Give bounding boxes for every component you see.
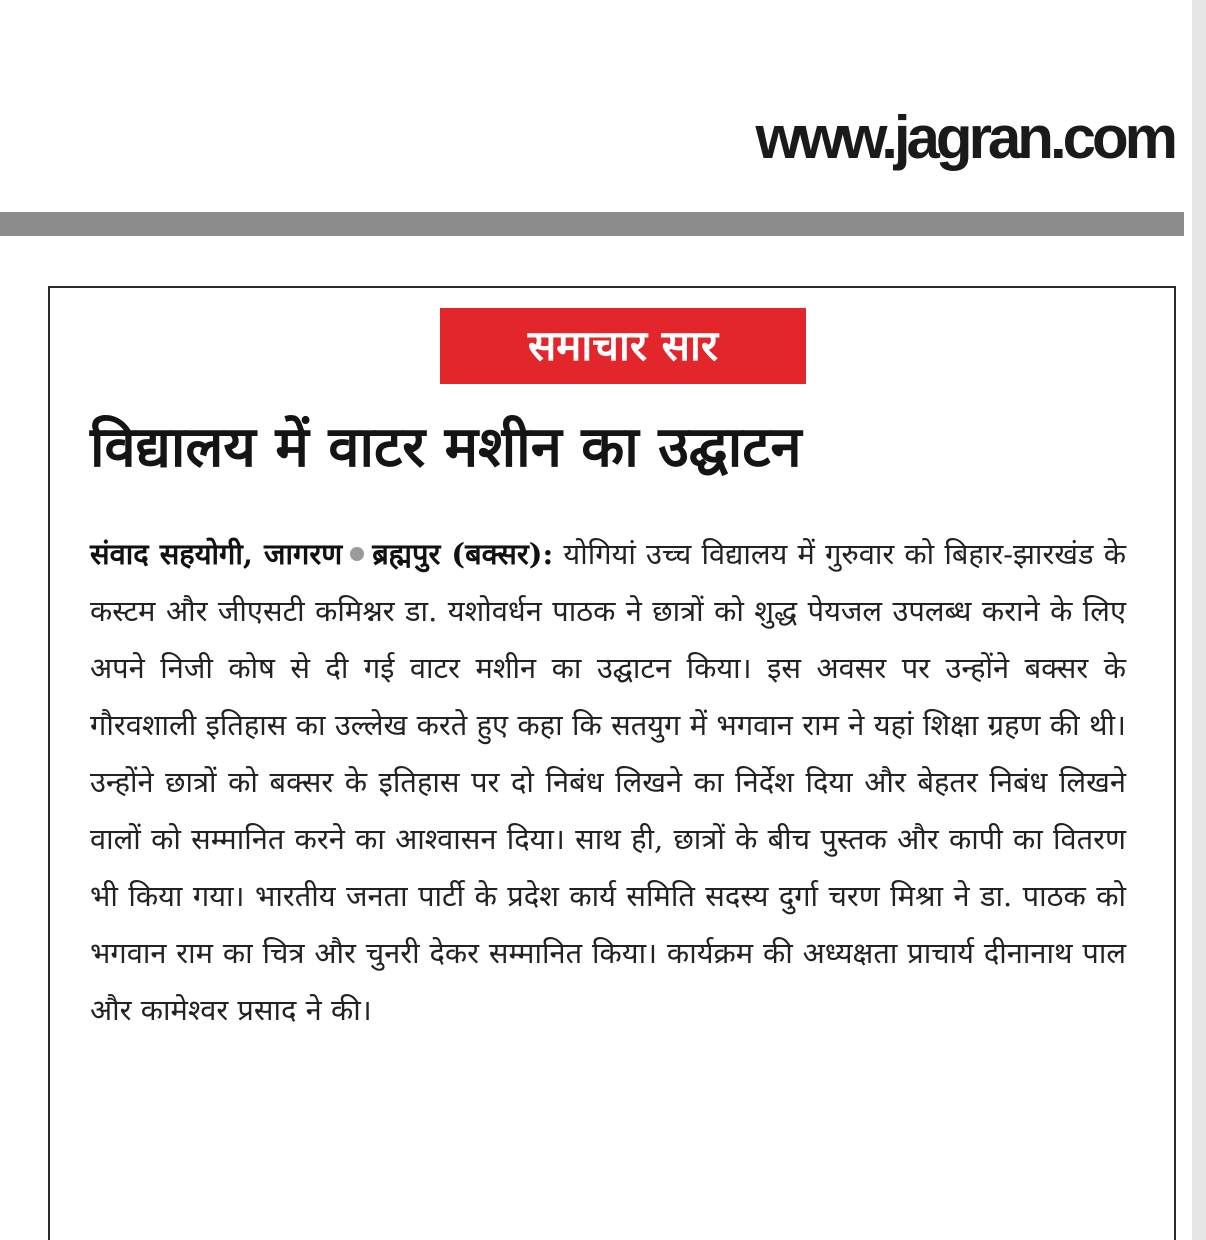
byline: संवाद सहयोगी, जागरण xyxy=(90,537,343,571)
bullet-dot-icon xyxy=(350,547,364,561)
dateline: ब्रह्मपुर (बक्सर): xyxy=(372,537,554,571)
article-body-text: योगियां उच्च विद्यालय में गुरुवार को बिहार-झारखंड के कस्टम और जीएसटी कमिश्नर डा. यशोवर्धन पाठक ने छात्रों को शुद्ध पेयजल उपलब्ध कराने के लिए अपने निजी कोष से दी गई वाटर मशीन का उद्घाटन किया। इस अवसर पर उन्होंने बक्सर के गौरवशाली इतिहास का उल्लेख करते हुए कहा कि सतयुग में भगवान राम ने यहां शिक्षा ग्रहण की थी। उन्होंने छात्रों को बक्सर के इतिहास पर दो निबंध लिखने का निर्देश दिया और बेहतर निबंध लिखने वालों को सम्मानित करने का आश्वासन दिया। साथ ही, छात्रों के बीच पुस्तक और कापी का वितरण भी किया गया। भारतीय जनता पार्टी के प्रदेश कार्य समिति सदस्य दुर्गा चरण मिश्रा ने डा. पाठक को भगवान राम का चित्र और चुनरी देकर सम्मानित किया। कार्यक्रम की अध्यक्षता प्राचार्य दीनानाथ पाल और कामेश्वर प्रसाद ने की। xyxy=(90,537,1126,1027)
article-box xyxy=(48,286,1176,1240)
article-headline: विद्यालय में वाटर मशीन का उद्घाटन xyxy=(90,415,802,480)
article-body xyxy=(90,526,1126,1039)
masthead-rule xyxy=(0,212,1184,236)
page-edge-strip xyxy=(1192,0,1206,1240)
website-url: www.jagran.com xyxy=(755,104,1174,171)
section-badge: समाचार सार xyxy=(440,308,806,384)
